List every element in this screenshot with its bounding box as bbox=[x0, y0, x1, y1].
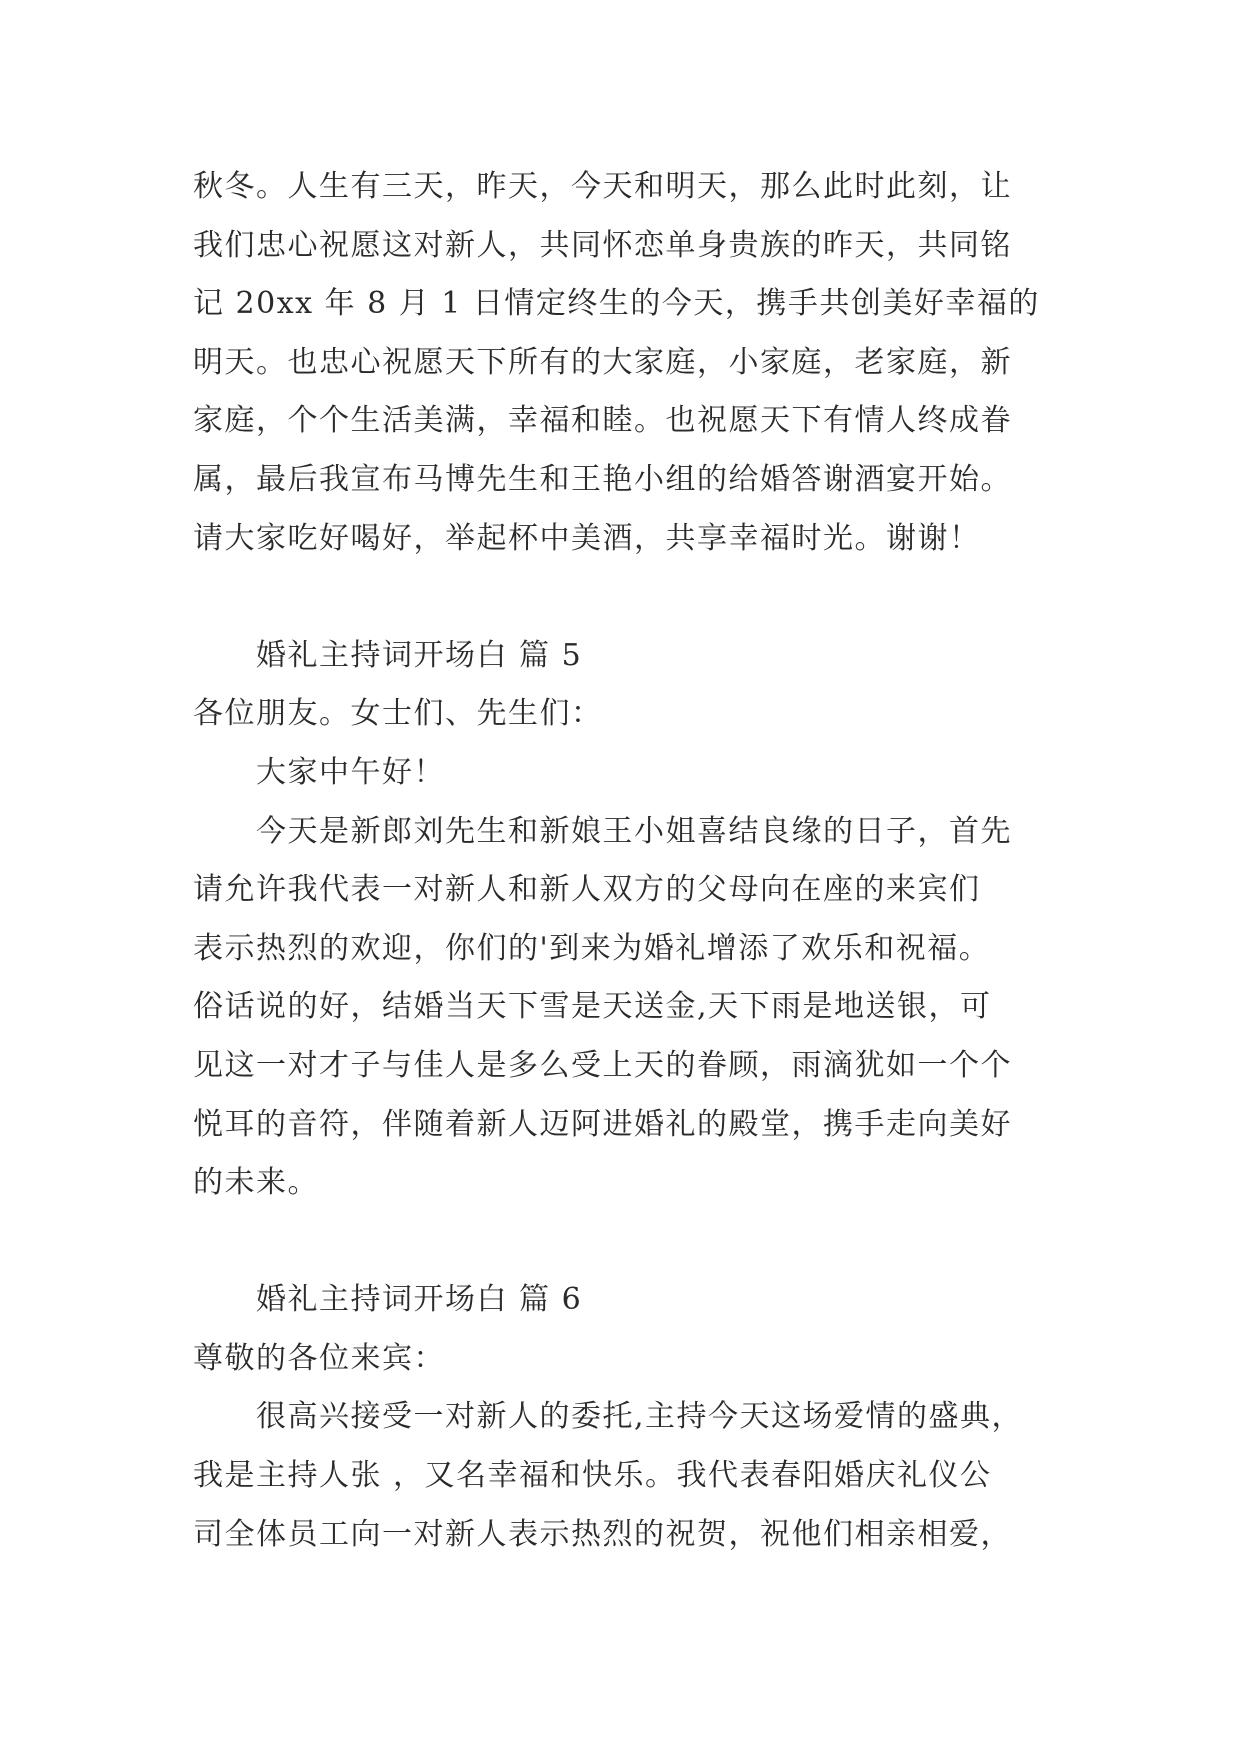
text-line: 请允许我代表一对新人和新人双方的父母向在座的来宾们 bbox=[193, 872, 981, 908]
text-line: 悦耳的音符，伴随着新人迈阿进婚礼的殿堂，携手走向美好 bbox=[193, 1106, 1012, 1142]
text-line: 表示热烈的欢迎，你们的'到来为婚礼增添了欢乐和祝福。 bbox=[193, 930, 991, 966]
text-line: 家庭，个个生活美满，幸福和睦。也祝愿天下有情人终成眷 bbox=[193, 403, 1012, 439]
paragraph-spacer bbox=[193, 568, 1073, 627]
text-line: 记 20xx 年 8 月 1 日情定终生的今天，携手共创美好幸福的 bbox=[193, 286, 1040, 322]
text-line: 我们忠心祝愿这对新人，共同怀恋单身贵族的昨天，共同铭 bbox=[193, 227, 1012, 263]
text-line: 见这一对才子与佳人是多么受上天的眷顾，雨滴犹如一个个 bbox=[193, 1047, 1012, 1083]
text-line: 的未来。 bbox=[193, 1165, 319, 1201]
greeting-line: 各位朋友。女士们、先生们： bbox=[193, 696, 603, 732]
hello-line: 大家中午好！ bbox=[256, 754, 445, 790]
paragraph-spacer bbox=[193, 1213, 1073, 1272]
text-line: 请大家吃好喝好，举起杯中美酒，共享幸福时光。谢谢！ bbox=[193, 520, 981, 556]
text-line: 今天是新郎刘先生和新娘王小姐喜结良缘的日子，首先 bbox=[256, 813, 1012, 849]
section-heading-6: 婚礼主持词开场白 篇 6 bbox=[256, 1282, 583, 1318]
text-line: 秋冬。人生有三天，昨天，今天和明天，那么此时此刻，让 bbox=[193, 169, 1012, 204]
text-line: 我是主持人张 ，又名幸福和快乐。我代表春阳婚庆礼仪公 bbox=[193, 1458, 992, 1494]
document-body bbox=[193, 158, 1073, 1564]
text-line: 明天。也忠心祝愿天下所有的大家庭，小家庭，老家庭，新 bbox=[193, 344, 1012, 380]
text-line: 很高兴接受一对新人的委托,主持今天这场爱情的盛典， bbox=[256, 1399, 1024, 1435]
text-line: 属，最后我宣布马博先生和王艳小组的给婚答谢酒宴开始。 bbox=[193, 461, 1012, 497]
text-line: 司全体员工向一对新人表示热烈的祝贺，祝他们相亲相爱， bbox=[193, 1516, 1012, 1552]
text-line: 俗话说的好，结婚当天下雪是天送金,天下雨是地送银，可 bbox=[193, 989, 992, 1025]
section-heading-5: 婚礼主持词开场白 篇 5 bbox=[256, 637, 583, 673]
greeting-line: 尊敬的各位来宾： bbox=[193, 1340, 445, 1376]
